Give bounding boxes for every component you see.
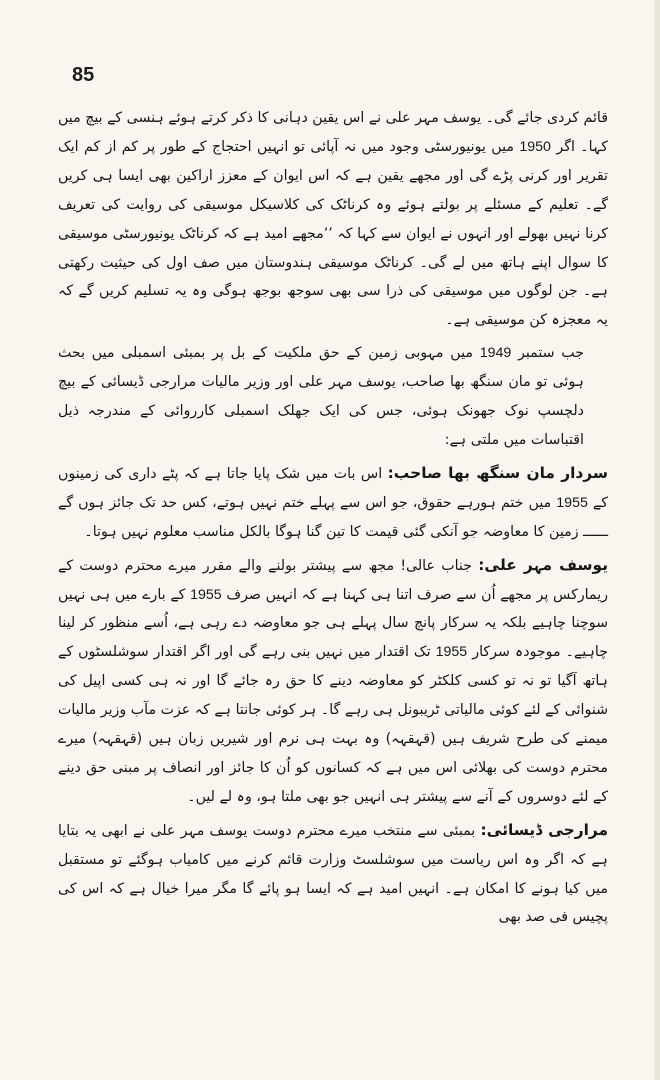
year-number: 1950 <box>519 138 551 155</box>
text-paragraph <box>58 339 608 455</box>
speaker-name: مرارجی ڈیسائی: <box>480 820 608 839</box>
text-segment: میں یونیورسٹی وجود میں نہ آپائی تو انہیں احتجاج کے طور پر کم از کم ایک تقریر اور کرنی پڑے گی اور مجھے یقین ہے کہ اس ایوان کے معزز اراکین بھی ایسا ہی کریں گے۔ تعلیم کے مسئلے پر بولتے ہوئے وہ کرناٹک کی کلاسیکل موسیقی کی روایت کی تعریف کرنا نہیں بھولے اور انہوں نے ایوان سے کہا کہ ’’مجھے امید ہے کہ کرناٹک یونیورسٹی موسیقی کا سوال اپنے ہاتھ میں لے گی۔ کرناٹک موسیقی ہندوستان میں صف اول کی حیثیت رکھتی ہے۔ جن لوگوں میں موسیقی کی ذرا سی بھی سوجھ بوجھ ہوگی وہ یہ تسلیم کریں گے کہ یہ معجزہ کن موسیقی ہے۔ <box>58 138 608 329</box>
text-segment: میں مہوبی زمین کے حق ملکیت کے بل پر بمبئی اسمبلی میں بحث ہوئی تو مان سنگھ بھا صاحب، یوسف مہر علی اور وزیر مالیات مرارجی ڈیسائی کے بیچ دلچسپ نوک جھونک ہوئی، جس کی ایک جھلک اسمبلی کارروائی کے مندرجہ ذیل اقتباسات میں ملتی ہے: <box>58 345 584 448</box>
text-segment: میں ختم ہورہے حقوق، جو اس سے پہلے ختم نہیں ہوتے، کس حد تک جائز ہوں گے ــــــ زمین کا معاوضہ جو آنکی گئی قیمت کا تین گنا ہوگا بالکل مناسب معلوم نہیں ہوتا۔ <box>58 494 608 540</box>
year-number: 1955 <box>556 494 588 511</box>
speaker-name: سردار مان سنگھ بھا صاحب: <box>387 463 608 482</box>
text-segment: اس بات میں شک پایا جاتا ہے کہ پٹے داری کی زمینوں کے <box>58 465 609 511</box>
speech-paragraph <box>58 551 608 812</box>
text-segment: قائم کردی جائے گی۔ یوسف مہر علی نے اس یقین دہانی کا ذکر کرتے ہوئے ہنسی کے بیچ میں کہا۔ اگر <box>58 110 608 155</box>
year-number: 1955 <box>435 644 468 661</box>
page-number: 85 <box>72 64 95 86</box>
speech-paragraph <box>58 459 608 547</box>
text-segment: تک اقتدار میں نہیں بنی رہے گی اور اگر اقتدار سوشلسٹوں کے ہاتھ آگیا تو نہ تو کسی کلکٹر کو معاوضہ دینے کا حق رہ جائے گا اور نہ ہی کسی اپیل کی شنوائی کے لئے کوئی مالیاتی ٹریبونل ہی رہے گا۔ ہر کوئی جانتا ہے کہ عزت مآب وزیر مالیات میمنے کی طرح شریف ہیں (قہقہہ) وہ بہت ہی نرم اور شیریں زبان ہیں (قہقہہ) میرے محترم دوست کی بھلائی اس میں ہے کہ کسانوں کو اُن کا جائز اور انصاف پر مبنی حق دینے کے لئے دوسروں کے آنے سے پیشتر ہی انہیں جو بھی ملتا ہو، وہ لے لیں۔ <box>58 644 608 805</box>
text-segment: کے بارے میں ہی نہیں سوچنا چاہیے بلکہ یہ سرکار پانچ سال پہلے ہی جو معاوضہ دے رہی ہے، اُسے منظور کر لینا چاہیے۔ موجودہ سرکار <box>58 586 608 661</box>
text-paragraph <box>58 104 608 335</box>
text-segment: جب ستمبر <box>511 345 584 362</box>
text-segment: بمبئی سے منتخب میرے محترم دوست یوسف مہر علی نے ابھی یہ بتایا ہے کہ اگر وہ اس ریاست میں سوشلسٹ وزارت قائم کرنے میں کامیاب ہوگئے تو مستقبل میں کیا ہونے کا امکان ہے۔ انہیں امید ہے کہ ایسا ہو پائے گا مگر میرا خیال ہے کہ اس کی پچیس فی صد بھی <box>58 822 608 926</box>
year-number: 1955 <box>190 586 222 603</box>
text-segment: جناب عالی! مجھ سے پیشتر بولنے والے مقرر میرے محترم دوست کے ریمارکس پر مجھے اُن سے صرف اتنا ہی کہنا ہے کہ انہیں صرف <box>58 557 609 603</box>
year-number: 1949 <box>479 345 512 362</box>
speaker-name: یوسف مہر علی: <box>478 555 608 574</box>
speech-paragraph <box>58 816 608 933</box>
page-body-text <box>58 104 608 1062</box>
